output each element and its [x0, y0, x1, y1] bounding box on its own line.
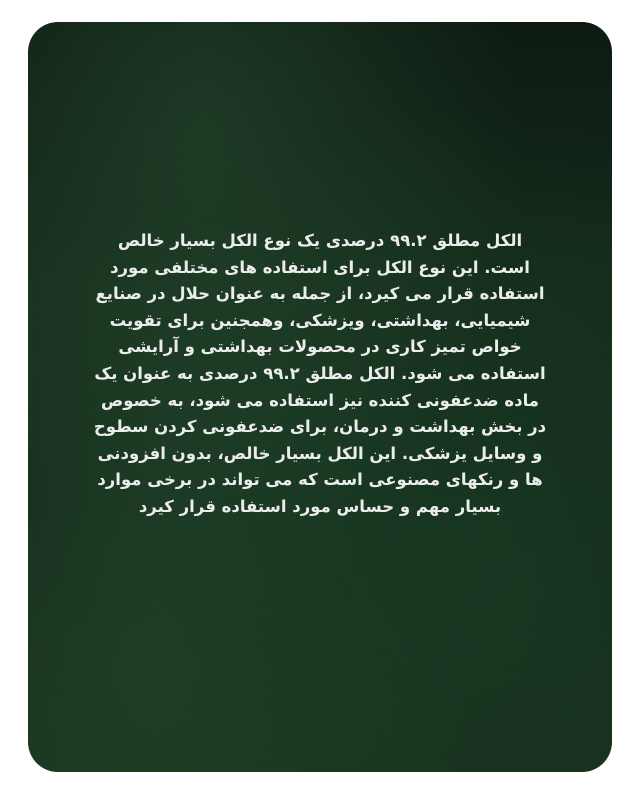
description-text: [86, 228, 554, 521]
text-line: خواص تمیز کاری در محصولات بهداشتی و آرایشی: [118, 337, 522, 357]
text-line: است. این نوع الکل برای استفاده های مختلفی مورد: [110, 257, 530, 277]
description-card: [28, 22, 612, 772]
text-line: استفاده قرار می کیرد، از جمله به عنوان حلال در صنایع: [95, 284, 545, 304]
text-line: ها و رنکهای مصنوعی است که می تواند در برخی موارد: [97, 470, 543, 490]
text-line: در بخش بهداشت و درمان، برای ضدعفونی کردن سطوح: [93, 417, 547, 437]
text-line: بسیار مهم و حساس مورد استفاده قرار کیرد: [138, 496, 502, 516]
text-line: استفاده می شود. الکل مطلق ۹۹.۲ درصدی به عنوان یک: [94, 363, 546, 383]
text-line: الکل مطلق ۹۹.۲ درصدی یک نوع الکل بسیار خالص: [117, 231, 523, 250]
text-line: ماده ضدعفونی کننده نیز استفاده می شود، به خصوص: [101, 390, 539, 410]
text-line: شیمیایی، بهداشتی، ویزشکی، وهمجنین برای تقویت: [109, 310, 531, 330]
text-line: و وسایل یزشکی. این الکل بسیار خالص، بدون افزودنی: [97, 443, 543, 463]
